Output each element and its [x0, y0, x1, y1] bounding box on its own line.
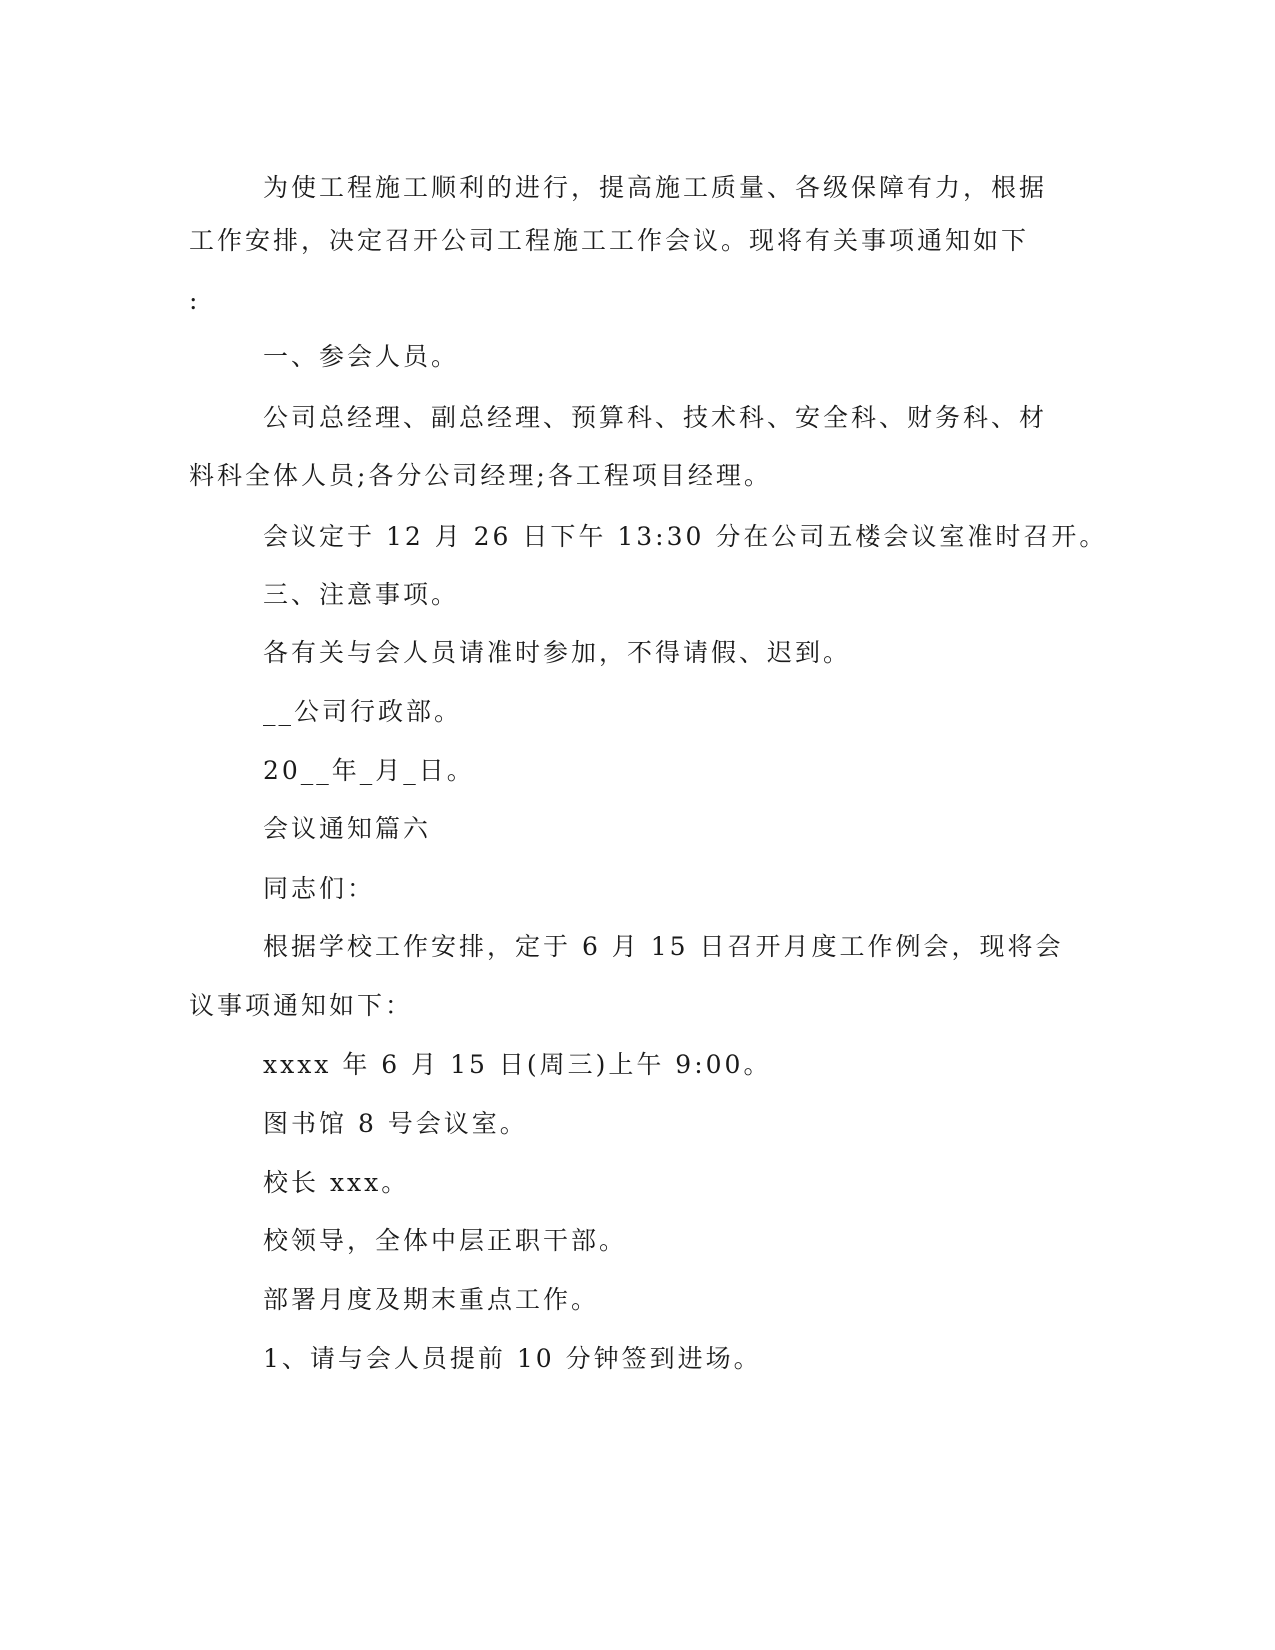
paragraph-line: 根据学校工作安排，定于 6 月 15 日召开月度工作例会，现将会 [263, 932, 1064, 961]
salutation: 同志们： [263, 874, 376, 903]
paragraph-line: 会议定于 12 月 26 日下午 13:30 分在公司五楼会议室准时召开。 [263, 522, 1108, 551]
paragraph-line: 图书馆 8 号会议室。 [263, 1109, 528, 1138]
paragraph-line: 校长 xxx。 [263, 1168, 410, 1197]
paragraph-line: xxxx 年 6 月 15 日(周三)上午 9:00。 [263, 1050, 772, 1079]
date-line: 20__年_月_日。 [263, 756, 475, 785]
paragraph-line: 料科全体人员;各分公司经理;各工程项目经理。 [189, 461, 772, 490]
paragraph-line: 为使工程施工顺利的进行，提高施工质量、各级保障有力，根据 [263, 173, 1048, 202]
paragraph-line: 工作安排，决定召开公司工程施工工作会议。现将有关事项通知如下 [189, 226, 1030, 255]
paragraph-line: 校领导，全体中层正职干部。 [263, 1226, 628, 1255]
paragraph-line: 各有关与会人员请准时参加，不得请假、迟到。 [263, 638, 852, 667]
paragraph-line: 公司总经理、副总经理、预算科、技术科、安全科、财务科、材 [263, 403, 1048, 432]
paragraph-line: 部署月度及期末重点工作。 [263, 1285, 600, 1314]
paragraph-line: : [189, 286, 201, 315]
paragraph-line: 议事项通知如下： [189, 991, 414, 1020]
section-heading: 三、注意事项。 [263, 580, 460, 609]
section-title: 会议通知篇六 [263, 814, 432, 843]
signature-line: __公司行政部。 [263, 697, 463, 726]
section-heading: 一、参会人员。 [263, 342, 460, 371]
paragraph-line: 1、请与会人员提前 10 分钟签到进场。 [263, 1344, 762, 1373]
